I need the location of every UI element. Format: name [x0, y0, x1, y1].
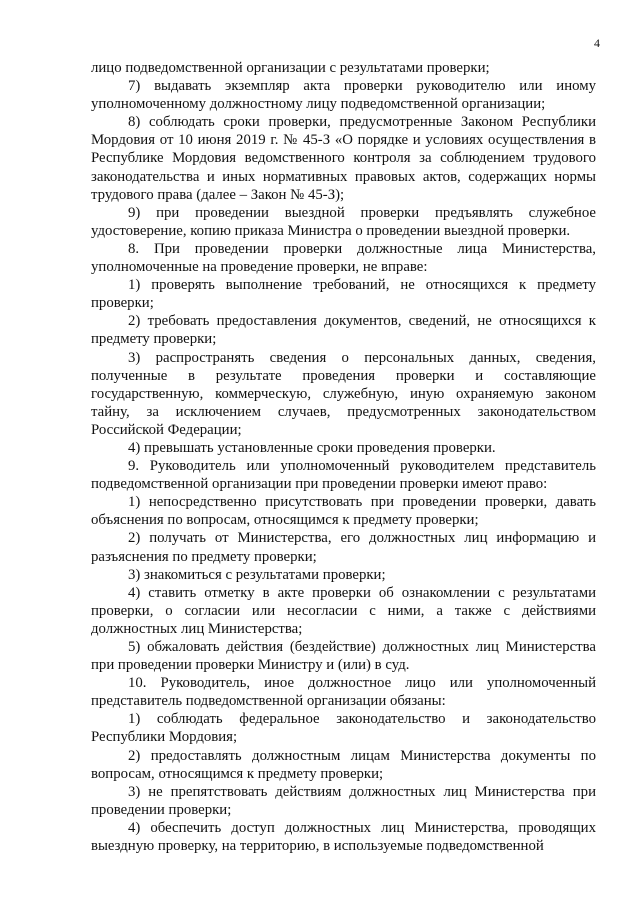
paragraph: 7) выдавать экземпляр акта проверки руководителю или иному уполномоченному должностному лицу подведомственной организации; [91, 78, 596, 113]
paragraph: 1) проверять выполнение требований, не относящихся к предмету проверки; [91, 277, 596, 312]
paragraph: 3) не препятствовать действиям должностных лиц Министерства при проведении проверки; [91, 783, 596, 818]
paragraph: 5) обжаловать действия (бездействие) должностных лиц Министерства при проведении проверки Министру и (или) в суд. [91, 639, 596, 674]
paragraph: 3) знакомиться с результатами проверки; [128, 566, 386, 583]
paragraph: 8) соблюдать сроки проверки, предусмотренные Законом Республики Мордовия от 10 июня 2019 г. № 45-З «О порядке и условиях осуществления в Республике Мордовия ведомственного контроля за соблюдением трудового законодательства и иных нормативных правовых актов, содержащих нормы трудового права (далее – Закон № 45-З); [91, 114, 596, 203]
paragraph: 8. При проведении проверки должностные лица Министерства, уполномоченные на проведение проверки, не вправе: [91, 240, 596, 276]
paragraph: 4) ставить отметку в акте проверки об ознакомлении с результатами проверки, о согласии или несогласии с ними, а также с действиями должностных лиц Министерства; [91, 584, 596, 637]
page-number: 4 [594, 36, 600, 50]
paragraph: 1) соблюдать федеральное законодательство и законодательство Республики Мордовия; [91, 711, 596, 746]
paragraph: 9) при проведении выездной проверки предъявлять служебное удостоверение, копию приказа Министра о проведении выездной проверки. [91, 204, 596, 239]
paragraph: 4) обеспечить доступ должностных лиц Министерства, проводящих выездную проверку, на территорию, в используемые подведомственной [91, 819, 596, 855]
paragraph: 9. Руководитель или уполномоченный руководителем представитель подведомственной организации при проведении проверки имеют право: [91, 458, 596, 493]
paragraph: лицо подведомственной организации с результатами проверки; [91, 60, 490, 76]
paragraph: 2) получать от Министерства, его должностных лиц информацию и разъяснения по предмету проверки; [91, 530, 596, 565]
paragraph: 2) предоставлять должностным лицам Министерства документы по вопросам, относящимся к предмету проверки; [91, 747, 596, 782]
paragraph: 1) непосредственно присутствовать при проведении проверки, давать объяснения по вопросам, относящимся к предмету проверки; [91, 494, 596, 529]
document-body [91, 59, 596, 855]
paragraph: 10. Руководитель, иное должностное лицо или уполномоченный представитель подведомственной организации обязаны: [91, 675, 596, 710]
paragraph: 3) распространять сведения о персональных данных, сведения, полученные в результате проведения проверки и составляющие государственную, коммерческую, служебную, иную охраняемую законом тайну, за исключением случаев, предусмотренных законодательством Российской Федерации; [91, 349, 596, 438]
paragraph: 2) требовать предоставления документов, сведений, не относящихся к предмету проверки; [91, 313, 596, 348]
paragraph: 4) превышать установленные сроки проведения проверки. [128, 439, 496, 456]
